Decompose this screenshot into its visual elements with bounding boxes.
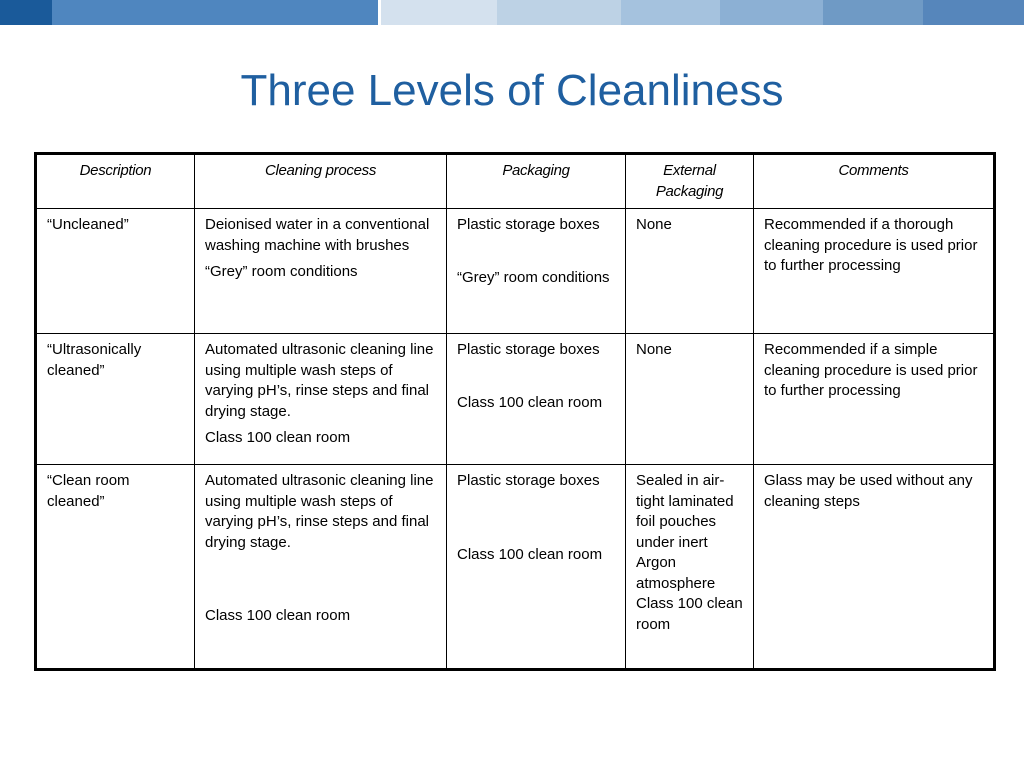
- cleanliness-table: [34, 152, 996, 671]
- process-text: Automated ultrasonic cleaning line using multiple wash steps of varying pH’s, rinse steps and final drying stage.: [205, 472, 434, 551]
- table-row: [36, 465, 995, 670]
- process-text: Automated ultrasonic cleaning line using multiple wash steps of varying pH’s, rinse steps and final drying stage.: [205, 341, 434, 420]
- process-room-text: Class 100 clean room: [205, 607, 351, 624]
- cell-description: [36, 465, 195, 670]
- band-segment: [0, 0, 52, 25]
- column-header-external-packaging: External Packaging: [626, 154, 754, 209]
- cell-comments: [754, 334, 995, 465]
- cell-external-packaging: [626, 465, 754, 670]
- band-segment: [497, 0, 621, 25]
- cell-comments: [754, 465, 995, 670]
- cell-external-packaging: [626, 209, 754, 334]
- description-text: “Ultrasonically cleaned”: [47, 341, 142, 379]
- table-row: [36, 334, 995, 465]
- band-segment: [923, 0, 1024, 25]
- packaging-room-text: Class 100 clean room: [457, 545, 603, 563]
- band-segment: [52, 0, 378, 25]
- band-segment: [823, 0, 923, 25]
- cell-cleaning-process: [195, 209, 447, 334]
- column-header-cleaning-process: Cleaning process: [195, 154, 447, 209]
- packaging-room-text: “Grey” room conditions: [457, 268, 610, 286]
- process-text: Deionised water in a conventional washing machine with brushes: [205, 216, 430, 254]
- cell-description: [36, 209, 195, 334]
- packaging-text: Plastic storage boxes: [457, 341, 600, 358]
- cell-packaging: [447, 465, 626, 670]
- cell-packaging: [447, 334, 626, 465]
- slide-title: Three Levels of Cleanliness: [240, 66, 784, 115]
- band-segment: [720, 0, 823, 25]
- table-header-row: [36, 154, 995, 209]
- packaging-room-text: Class 100 clean room: [457, 393, 603, 411]
- band-segment: [621, 0, 720, 25]
- description-text: “Uncleaned”: [47, 216, 129, 233]
- cell-description: [36, 334, 195, 465]
- external-packaging-text: None: [636, 341, 672, 358]
- band-segment: [381, 0, 497, 25]
- external-packaging-text: Sealed in air-tight laminated foil pouches under inert Argon atmosphere Class 100 clean room: [636, 472, 743, 633]
- comments-text: Recommended if a thorough cleaning procedure is used prior to further processing: [764, 216, 978, 274]
- cell-comments: [754, 209, 995, 334]
- external-packaging-text: None: [636, 216, 672, 233]
- cell-cleaning-process: [195, 334, 447, 465]
- packaging-text: Plastic storage boxes: [457, 472, 600, 489]
- comments-text: Recommended if a simple cleaning procedure is used prior to further processing: [764, 341, 978, 399]
- cell-cleaning-process: [195, 465, 447, 670]
- table-row: [36, 209, 995, 334]
- process-room-text: “Grey” room conditions: [205, 263, 358, 280]
- top-decorative-band: [0, 0, 1024, 25]
- column-header-description: Description: [36, 154, 195, 209]
- description-text: “Clean room cleaned”: [47, 472, 130, 510]
- cell-packaging: [447, 209, 626, 334]
- cell-external-packaging: [626, 334, 754, 465]
- comments-text: Glass may be used without any cleaning steps: [764, 472, 973, 510]
- column-header-packaging: Packaging: [447, 154, 626, 209]
- process-room-text: Class 100 clean room: [205, 429, 351, 446]
- column-header-comments: Comments: [754, 154, 995, 209]
- packaging-text: Plastic storage boxes: [457, 216, 600, 233]
